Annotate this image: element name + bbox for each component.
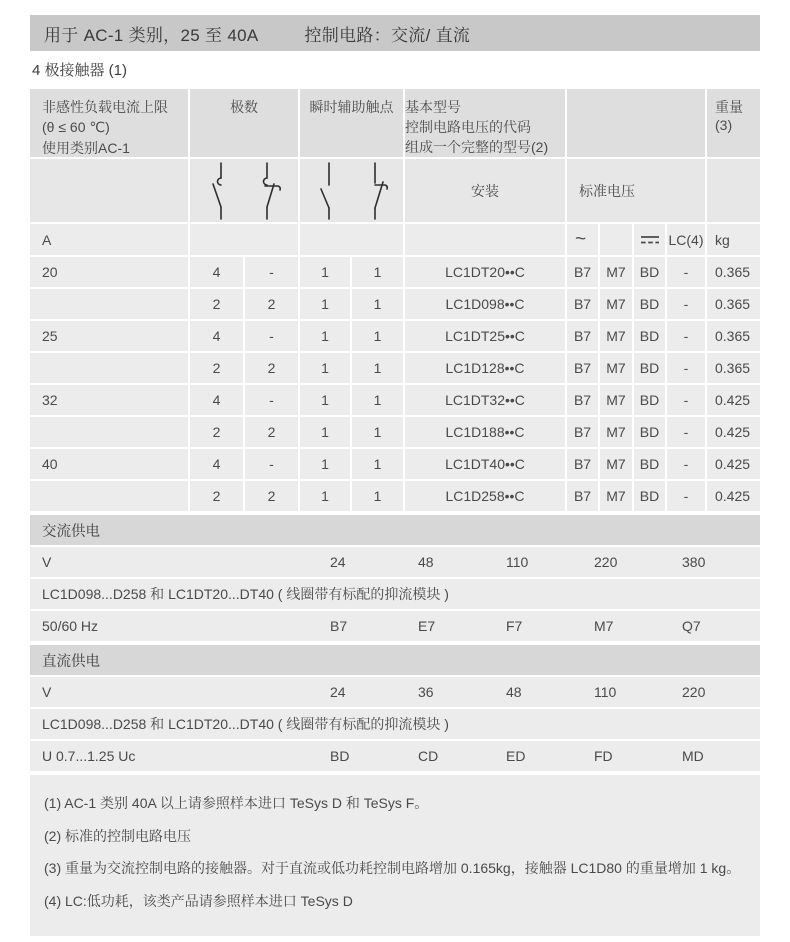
unit-poles-spacer — [190, 224, 298, 255]
ac-voltage-code-cell: B7 — [567, 417, 598, 447]
ac-code-row — [30, 611, 760, 641]
dc-symbol-icon — [634, 224, 665, 255]
header-poles: 极数 — [190, 89, 298, 157]
reference-code-cell: LC1DT32••C — [405, 385, 565, 415]
dc-voltage-value: 36 — [418, 684, 434, 700]
ac-voltage-code-cell-2: M7 — [600, 353, 632, 383]
current-rating-cell: 32 — [30, 385, 188, 415]
reference-code-cell: LC1D128••C — [405, 353, 565, 383]
lc-code-cell: - — [667, 353, 705, 383]
pole-contact-symbols — [190, 159, 298, 222]
ac-voltage-code-cell-2: M7 — [600, 481, 632, 511]
ac-code-value: E7 — [418, 618, 436, 634]
ac-voltage-code-cell-2: M7 — [600, 257, 632, 287]
weight-cell: 0.425 — [707, 449, 760, 479]
ac-code-value: Q7 — [682, 618, 701, 634]
dc-supply-band: 直流供电 — [30, 645, 760, 675]
lc-code-cell: - — [667, 289, 705, 319]
dc-code-value: MD — [682, 748, 704, 764]
ac-voltage-code-cell: B7 — [567, 449, 598, 479]
footnote-4: (4) LC:低功耗，该类产品请参照样本进口 TeSys D — [44, 892, 353, 909]
ac-voltage-row — [30, 547, 760, 577]
ac-voltage-value: 24 — [330, 554, 346, 570]
lc-code-cell: - — [667, 481, 705, 511]
poles-no-count-cell: 4 — [190, 257, 243, 287]
header-load-limit-line2: (θ ≤ 60 ℃) — [42, 119, 110, 136]
poles-no-count-cell: 4 — [190, 385, 243, 415]
dc-voltage-label: V — [42, 684, 52, 700]
ac-voltage-code-cell: B7 — [567, 289, 598, 319]
page-subheading: 4 极接触器 (1) — [32, 62, 128, 79]
current-rating-cell: 40 — [30, 449, 188, 479]
header-reference-line3: 组成一个完整的型号(2) — [405, 139, 549, 156]
title-category: 用于 AC-1 类别，25 至 40A — [44, 25, 259, 45]
current-rating-cell — [30, 353, 188, 383]
ac-symbol: ~ — [567, 224, 598, 255]
aux-no-count-cell: 1 — [300, 353, 350, 383]
symbol-row-weight-spacer — [707, 159, 760, 222]
symbol-row-spacer — [30, 159, 188, 222]
ac-frequency-label: 50/60 Hz — [42, 618, 99, 634]
title-bar — [30, 15, 760, 51]
ac-voltage-label: V — [42, 554, 52, 570]
dc-voltage-code-cell: BD — [634, 321, 665, 351]
current-rating-cell — [30, 481, 188, 511]
reference-code-cell: LC1D258••C — [405, 481, 565, 511]
poles-nc-count-cell: 2 — [245, 417, 298, 447]
poles-no-count-cell: 2 — [190, 481, 243, 511]
ac-voltage-code-cell-2: M7 — [600, 417, 632, 447]
dc-voltage-code-cell: BD — [634, 481, 665, 511]
poles-nc-count-cell: - — [245, 321, 298, 351]
aux-no-count-cell: 1 — [300, 289, 350, 319]
aux-no-count-cell: 1 — [300, 385, 350, 415]
dc-code-value: FD — [594, 748, 613, 764]
header-reference — [405, 89, 565, 157]
header-mounting: 安装 — [405, 159, 565, 222]
main-pole-no-contact-icon — [204, 162, 236, 220]
ac-voltage-code-cell-2: M7 — [600, 321, 632, 351]
dc-voltage-code-cell: BD — [634, 449, 665, 479]
aux-nc-count-cell: 1 — [352, 321, 403, 351]
ac-voltage-code-cell: B7 — [567, 385, 598, 415]
poles-nc-count-cell: 2 — [245, 353, 298, 383]
footnote-2: (2) 标准的控制电路电压 — [44, 827, 191, 844]
dc-voltage-code-cell: BD — [634, 257, 665, 287]
weight-cell: 0.425 — [707, 385, 760, 415]
footnotes-block — [30, 775, 760, 936]
header-standard-voltage: 标准电压 — [567, 159, 705, 222]
weight-cell: 0.365 — [707, 257, 760, 287]
footnote-3: (3) 重量为交流控制电路的接触器。对于直流或低功耗控制电路增加 0.165kg，接触器 LC1D80 的重量增加 1 kg。 — [44, 860, 741, 877]
poles-nc-count-cell: - — [245, 385, 298, 415]
ac-voltage-code-cell: B7 — [567, 481, 598, 511]
dc-code-value: BD — [330, 748, 350, 764]
dc-voltage-value: 110 — [594, 684, 617, 700]
dc-code-value: CD — [418, 748, 439, 764]
dc-coil-note: LC1D098...D258 和 LC1DT20...DT40 ( 线圈带有标配的抑流模块 ) — [30, 709, 760, 739]
main-pole-nc-contact-icon — [252, 162, 284, 220]
aux-no-count-cell: 1 — [300, 481, 350, 511]
header-voltage-spacer — [567, 89, 705, 157]
header-aux-contacts: 瞬时辅助触点 — [300, 89, 403, 157]
current-rating-cell — [30, 289, 188, 319]
weight-cell: 0.425 — [707, 417, 760, 447]
poles-nc-count-cell: 2 — [245, 481, 298, 511]
aux-no-count-cell: 1 — [300, 417, 350, 447]
aux-contact-symbols — [300, 159, 403, 222]
aux-no-count-cell: 1 — [300, 257, 350, 287]
current-rating-cell: 20 — [30, 257, 188, 287]
reference-code-cell: LC1DT25••C — [405, 321, 565, 351]
aux-nc-count-cell: 1 — [352, 417, 403, 447]
poles-no-count-cell: 2 — [190, 417, 243, 447]
ac-code-value: M7 — [594, 618, 614, 634]
ac-voltage-code-cell: B7 — [567, 257, 598, 287]
poles-nc-count-cell: - — [245, 449, 298, 479]
aux-nc-count-cell: 1 — [352, 481, 403, 511]
header-weight: 重量(3) — [707, 89, 760, 157]
dc-voltage-code-cell: BD — [634, 353, 665, 383]
unit-aux-spacer — [300, 224, 403, 255]
ac-voltage-code-cell-2: M7 — [600, 385, 632, 415]
poles-nc-count-cell: - — [245, 257, 298, 287]
title-control-circuit: 控制电路：交流/ 直流 — [304, 25, 471, 45]
dc-voltage-value: 220 — [682, 684, 706, 700]
unit-ac2-spacer — [600, 224, 632, 255]
dc-voltage-row — [30, 677, 760, 707]
dc-voltage-code-cell: BD — [634, 385, 665, 415]
current-rating-cell: 25 — [30, 321, 188, 351]
aux-no-count-cell: 1 — [300, 321, 350, 351]
dc-voltage-code-cell: BD — [634, 289, 665, 319]
poles-no-count-cell: 2 — [190, 289, 243, 319]
lc-code-cell: - — [667, 417, 705, 447]
lc-code-cell: - — [667, 385, 705, 415]
aux-nc-count-cell: 1 — [352, 289, 403, 319]
aux-nc-count-cell: 1 — [352, 257, 403, 287]
footnote-1: (1) AC-1 类别 40A 以上请参照样本进口 TeSys D 和 TeSys F。 — [44, 795, 429, 811]
header-load-limit-line1: 非感性负载电流上限 — [42, 99, 168, 115]
ac-voltage-value: 110 — [506, 554, 529, 570]
dc-voltage-value: 48 — [506, 684, 522, 700]
unit-ref-spacer — [405, 224, 565, 255]
ac-voltage-value: 48 — [418, 554, 434, 570]
weight-cell: 0.425 — [707, 481, 760, 511]
header-reference-line1: 基本型号 — [405, 98, 461, 115]
current-rating-cell — [30, 417, 188, 447]
dc-voltage-code-cell: BD — [634, 417, 665, 447]
poles-nc-count-cell: 2 — [245, 289, 298, 319]
ac-coil-note: LC1D098...D258 和 LC1DT20...DT40 ( 线圈带有标配的抑流模块 ) — [30, 579, 760, 609]
unit-amps: A — [30, 224, 188, 255]
ac-voltage-code-cell-2: M7 — [600, 449, 632, 479]
ac-voltage-code-cell: B7 — [567, 353, 598, 383]
ac-voltage-code-cell: B7 — [567, 321, 598, 351]
header-load-limit — [30, 89, 188, 157]
ac-supply-band: 交流供电 — [30, 515, 760, 545]
weight-cell: 0.365 — [707, 321, 760, 351]
ac-code-value: B7 — [330, 618, 348, 634]
weight-cell: 0.365 — [707, 353, 760, 383]
dc-code-row — [30, 741, 760, 771]
aux-nc-count-cell: 1 — [352, 353, 403, 383]
aux-no-count-cell: 1 — [300, 449, 350, 479]
reference-code-cell: LC1DT40••C — [405, 449, 565, 479]
lc-code-cell: - — [667, 257, 705, 287]
lc-code-cell: - — [667, 321, 705, 351]
poles-no-count-cell: 4 — [190, 321, 243, 351]
dc-code-value: ED — [506, 748, 526, 764]
reference-code-cell: LC1DT20••C — [405, 257, 565, 287]
header-reference-line2: 控制电路电压的代码 — [405, 118, 531, 135]
aux-no-contact-icon — [312, 162, 344, 220]
aux-nc-contact-icon — [360, 162, 392, 220]
weight-cell: 0.365 — [707, 289, 760, 319]
contactor-selection-table — [30, 89, 760, 511]
aux-nc-count-cell: 1 — [352, 385, 403, 415]
dc-range-label: U 0.7...1.25 Uc — [42, 748, 136, 764]
aux-nc-count-cell: 1 — [352, 449, 403, 479]
reference-code-cell: LC1D098••C — [405, 289, 565, 319]
header-load-limit-line3: 使用类别AC-1 — [42, 139, 130, 156]
unit-lc: LC(4) — [667, 224, 705, 255]
unit-kg: kg — [707, 224, 760, 255]
ac-voltage-value: 380 — [682, 554, 706, 570]
lc-code-cell: - — [667, 449, 705, 479]
poles-no-count-cell: 2 — [190, 353, 243, 383]
reference-code-cell: LC1D188••C — [405, 417, 565, 447]
ac-voltage-value: 220 — [594, 554, 618, 570]
dc-voltage-value: 24 — [330, 684, 346, 700]
ac-code-value: F7 — [506, 618, 523, 634]
poles-no-count-cell: 4 — [190, 449, 243, 479]
ac-voltage-code-cell-2: M7 — [600, 289, 632, 319]
